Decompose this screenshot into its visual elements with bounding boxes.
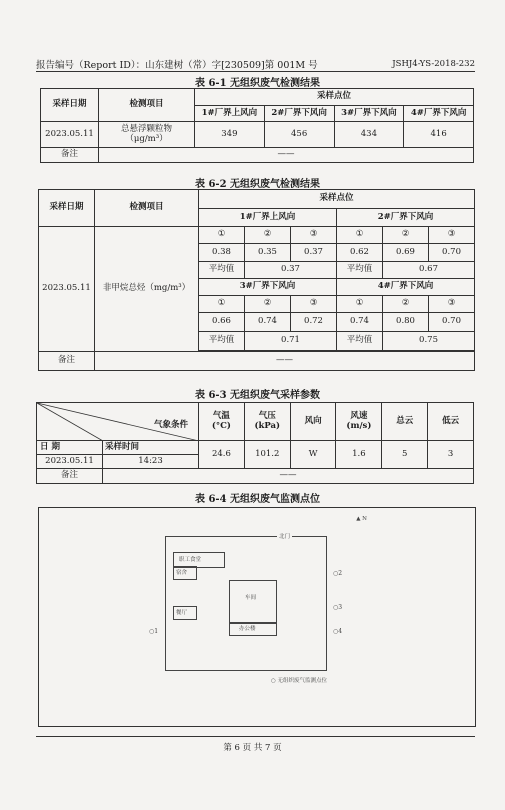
table-6-2-caption: 表 6-2 无组织废气检测结果 bbox=[194, 179, 321, 190]
t1-item-header: 检测项目 bbox=[99, 89, 195, 122]
t1-point-1: 1#厂界上风向 bbox=[195, 106, 265, 122]
workshop-label: 车间 bbox=[245, 595, 257, 601]
workshop-block bbox=[229, 580, 277, 624]
header-rule bbox=[36, 71, 475, 72]
t3-col-wind-speed: 风速 (m/s) bbox=[336, 403, 382, 441]
t2-v1-2: 0.35 bbox=[245, 244, 291, 262]
t2-item: 非甲烷总烃（mg/m³） bbox=[95, 227, 199, 352]
hall-label: 餐厅 bbox=[176, 610, 188, 616]
dorm-label: 宿舍 bbox=[176, 570, 188, 576]
t1-value-1: 349 bbox=[195, 122, 265, 148]
t1-value-2: 456 bbox=[264, 122, 334, 148]
north-arrow: ▲ N bbox=[356, 516, 367, 522]
t3-time: 14:23 bbox=[103, 455, 199, 469]
t2-n1-3: ③ bbox=[291, 227, 337, 244]
t3-date-label: 日 期 bbox=[37, 441, 103, 455]
t2-n1-1: ① bbox=[199, 227, 245, 244]
t2-avg-2: 0.67 bbox=[383, 262, 475, 279]
t3-col-temp: 气温 (°C) bbox=[199, 403, 245, 441]
gate-label: 北门 bbox=[279, 534, 291, 540]
t2-avg-label-3: 平均值 bbox=[199, 332, 245, 351]
t2-point-1: 1#厂界上风向 bbox=[199, 209, 337, 227]
point-2-icon: ○2 bbox=[333, 570, 343, 577]
t2-v1-1: 0.38 bbox=[199, 244, 245, 262]
t2-points-header: 采样点位 bbox=[199, 190, 475, 209]
t2-point-2: 2#厂界下风向 bbox=[337, 209, 475, 227]
t3-val-low-cloud: 3 bbox=[428, 441, 474, 469]
t2-note-label: 备注 bbox=[39, 352, 95, 371]
t2-item-header: 检测项目 bbox=[95, 190, 199, 227]
t3-weather-label: 气象条件 bbox=[153, 420, 188, 430]
t3-val-temp: 24.6 bbox=[199, 441, 245, 469]
t3-date: 2023.05.11 bbox=[37, 455, 103, 469]
t2-v3-1: 0.66 bbox=[199, 313, 245, 332]
table-6-2 bbox=[38, 189, 475, 371]
t2-date: 2023.05.11 bbox=[39, 227, 95, 352]
t1-date: 2023.05.11 bbox=[41, 122, 99, 148]
t1-points-header: 采样点位 bbox=[195, 89, 474, 106]
t2-n3-1: ① bbox=[199, 296, 245, 313]
monitoring-map bbox=[38, 507, 476, 727]
t3-col-total-cloud: 总云 bbox=[382, 403, 428, 441]
t2-avg-label-1: 平均值 bbox=[199, 262, 245, 279]
t2-v4-3: 0.70 bbox=[429, 313, 475, 332]
report-id: 报告编号（Report ID）：山东建树（常）字[230509]第 001M 号 bbox=[36, 60, 318, 71]
t3-col-low-cloud: 低云 bbox=[428, 403, 474, 441]
t1-value-3: 434 bbox=[334, 122, 404, 148]
point-4-icon: ○4 bbox=[333, 628, 343, 635]
t3-val-total-cloud: 5 bbox=[382, 441, 428, 469]
t2-note: —— bbox=[95, 352, 475, 371]
office-label: 办公楼 bbox=[239, 626, 256, 632]
canteen-label: 职工食堂 bbox=[179, 557, 202, 563]
t2-n1-2: ② bbox=[245, 227, 291, 244]
t2-n2-1: ① bbox=[337, 227, 383, 244]
t2-v2-2: 0.69 bbox=[383, 244, 429, 262]
t3-col-wind-dir: 风向 bbox=[290, 403, 336, 441]
t2-v1-3: 0.37 bbox=[291, 244, 337, 262]
t2-n3-2: ② bbox=[245, 296, 291, 313]
report-code: JSHJ4-YS-2018-232 bbox=[392, 59, 475, 69]
table-6-1 bbox=[40, 88, 474, 163]
t2-avg-label-2: 平均值 bbox=[337, 262, 383, 279]
t2-n2-2: ② bbox=[383, 227, 429, 244]
point-3-icon: ○3 bbox=[333, 604, 343, 611]
t1-item bbox=[99, 122, 195, 148]
t3-diagonal-header bbox=[37, 403, 199, 441]
t2-v3-2: 0.74 bbox=[245, 313, 291, 332]
t3-val-pressure: 101.2 bbox=[244, 441, 290, 469]
t2-v2-3: 0.70 bbox=[429, 244, 475, 262]
t1-point-2: 2#厂界下风向 bbox=[264, 106, 334, 122]
t1-value-4: 416 bbox=[404, 122, 474, 148]
t1-date-header: 采样日期 bbox=[41, 89, 99, 122]
footer-rule bbox=[36, 736, 475, 737]
t2-avg-4: 0.75 bbox=[383, 332, 475, 351]
t2-avg-1: 0.37 bbox=[245, 262, 337, 279]
point-1-icon: ○1 bbox=[149, 628, 159, 635]
t2-v3-3: 0.72 bbox=[291, 313, 337, 332]
t2-n4-2: ② bbox=[383, 296, 429, 313]
t3-time-label: 采样时间 bbox=[103, 441, 199, 455]
t2-point-4: 4#厂界下风向 bbox=[337, 279, 475, 296]
t1-note-label: 备注 bbox=[41, 148, 99, 163]
t1-point-4: 4#厂界下风向 bbox=[404, 106, 474, 122]
t3-val-wind-dir: W bbox=[290, 441, 336, 469]
t2-n4-1: ① bbox=[337, 296, 383, 313]
t2-n4-3: ③ bbox=[429, 296, 475, 313]
t1-note: —— bbox=[99, 148, 474, 163]
t2-date-header: 采样日期 bbox=[39, 190, 95, 227]
t3-note-label: 备注 bbox=[37, 469, 103, 484]
table-6-3 bbox=[36, 402, 474, 484]
t2-v2-1: 0.62 bbox=[337, 244, 383, 262]
t3-val-wind-speed: 1.6 bbox=[336, 441, 382, 469]
t2-n3-3: ③ bbox=[291, 296, 337, 313]
table-6-4-caption: 表 6-4 无组织废气监测点位 bbox=[194, 494, 321, 505]
t3-col-pressure: 气压 (kPa) bbox=[244, 403, 290, 441]
t1-item-name: 总悬浮颗粒物 bbox=[120, 123, 172, 134]
t1-point-3: 3#厂界下风向 bbox=[334, 106, 404, 122]
t2-n2-3: ③ bbox=[429, 227, 475, 244]
t2-avg-3: 0.71 bbox=[245, 332, 337, 351]
t2-point-3: 3#厂界下风向 bbox=[199, 279, 337, 296]
table-6-3-caption: 表 6-3 无组织废气采样参数 bbox=[194, 390, 321, 401]
t3-note: —— bbox=[103, 469, 474, 484]
t2-v4-2: 0.80 bbox=[383, 313, 429, 332]
page-number: 第 6 页 共 7 页 bbox=[223, 743, 282, 753]
t2-avg-label-4: 平均值 bbox=[337, 332, 383, 351]
t2-v4-1: 0.74 bbox=[337, 313, 383, 332]
map-legend: ○ 无组织废气监测点位 bbox=[271, 678, 328, 684]
table-6-1-caption: 表 6-1 无组织废气检测结果 bbox=[194, 78, 321, 89]
t1-item-unit: （μg/m³） bbox=[125, 133, 168, 144]
